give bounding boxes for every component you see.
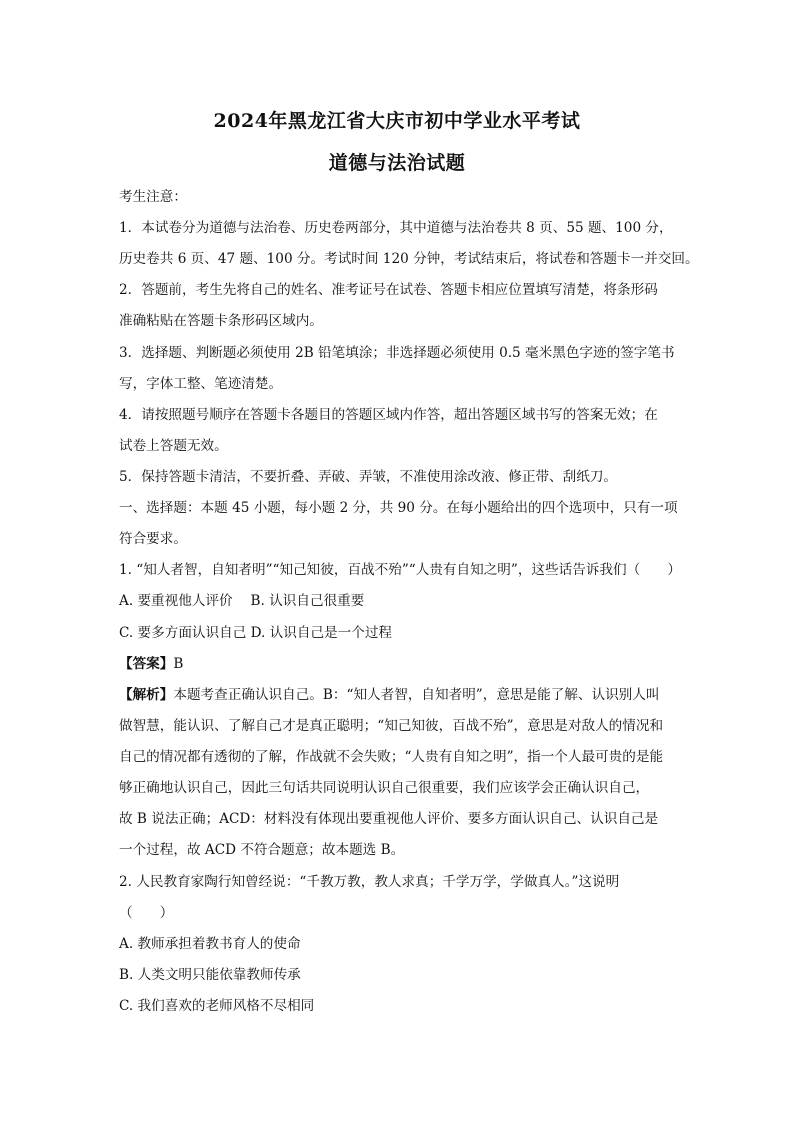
notice-line: 3．选择题、判断题必须使用 2B 铅笔填涂；非选择题必须使用 0.5 毫米黑色字迹的签字笔书 xyxy=(119,345,675,361)
question-1-analysis-line: 故 B 说法正确；ACD：材料没有体现出要重视他人评价、要多方面认识自己、认识自己是 xyxy=(119,811,659,827)
analysis-text: 本题考查正确认识自己。B：“知人者智，自知者明”，意思是能了解、认识别人叫 xyxy=(173,687,660,703)
question-1-answer xyxy=(119,655,183,673)
notice-line: 准确粘贴在答题卡条形码区域内。 xyxy=(119,313,323,329)
notice-line: 写，字体工整、笔迹清楚。 xyxy=(119,376,283,392)
question-1-analysis-line xyxy=(119,686,659,704)
question-2-option-b: B. 人类文明只能依靠教师传承 xyxy=(119,967,301,983)
notice-line: 5．保持答题卡清洁，不要折叠、弄破、弄皱，不准使用涂改液、修正带、刮纸刀。 xyxy=(119,469,618,485)
question-1-analysis-line: 一个过程，故 ACD 不符合题意；故本题选 B。 xyxy=(119,842,405,858)
question-1-analysis-line: 自己的情况都有透彻的了解，作战就不会失败；“人贵有自知之明”，指一个人最可贵的是能 xyxy=(119,749,664,765)
question-1-analysis-line: 够正确地认识自己，因此三句话共同说明认识自己很重要，我们应该学会正确认识自己， xyxy=(119,780,650,796)
exam-subtitle: 道德与法治试题 xyxy=(328,152,466,174)
section-heading-line: 一、选择题：本题 45 小题，每小题 2 分，共 90 分。在每小题给出的四个选项中，只有一项 xyxy=(119,500,678,516)
notice-line: 历史卷共 6 页、47 题、100 分。考试时间 120 分钟，考试结束后，将试卷和答题卡一并交回。 xyxy=(119,251,699,267)
question-2-option-c: C. 我们喜欢的老师风格不尽相同 xyxy=(119,998,315,1014)
question-1-options-ab: A. 要重视他人评价 B. 认识自己很重要 xyxy=(119,593,365,609)
question-2-stem: 2. 人民教育家陶行知曾经说：“千教万教，教人求真；千学万学，学做真人。”这说明 xyxy=(119,874,620,890)
answer-value: B xyxy=(173,656,184,672)
analysis-label: 【解析】 xyxy=(119,687,174,703)
section-heading-line: 符合要求。 xyxy=(119,531,187,547)
answer-label: 【答案】 xyxy=(119,656,174,672)
notice-line: 试卷上答题无效。 xyxy=(119,438,228,454)
question-1-stem: 1. “知人者智，自知者明”“知己知彼，百战不殆”“人贵有自知之明”，这些话告诉我们（ ） xyxy=(119,562,681,578)
notice-line: 2．答题前，考生先将自己的姓名、准考证号在试卷、答题卡相应位置填写清楚，将条形码 xyxy=(119,282,658,298)
question-1-analysis-line: 做智慧，能认识、了解自己才是真正聪明；“知己知彼，百战不殆”，意思是对敌人的情况和 xyxy=(119,718,664,734)
question-2-option-a: A. 教师承担着教书育人的使命 xyxy=(119,936,301,952)
exam-title: 2024年黑龙江省大庆市初中学业水平考试 xyxy=(213,110,581,132)
notice-heading: 考生注意： xyxy=(119,189,187,205)
question-1-options-cd: C. 要多方面认识自己 D. 认识自己是一个过程 xyxy=(119,625,393,641)
notice-line: 4．请按照题号顺序在答题卡各题目的答题区域内作答，超出答题区域书写的答案无效；在 xyxy=(119,407,658,423)
question-2-stem: （ ） xyxy=(119,905,174,921)
notice-line: 1．本试卷分为道德与法治卷、历史卷两部分，其中道德与法治卷共 8 页、55 题、100 分， xyxy=(119,220,673,236)
